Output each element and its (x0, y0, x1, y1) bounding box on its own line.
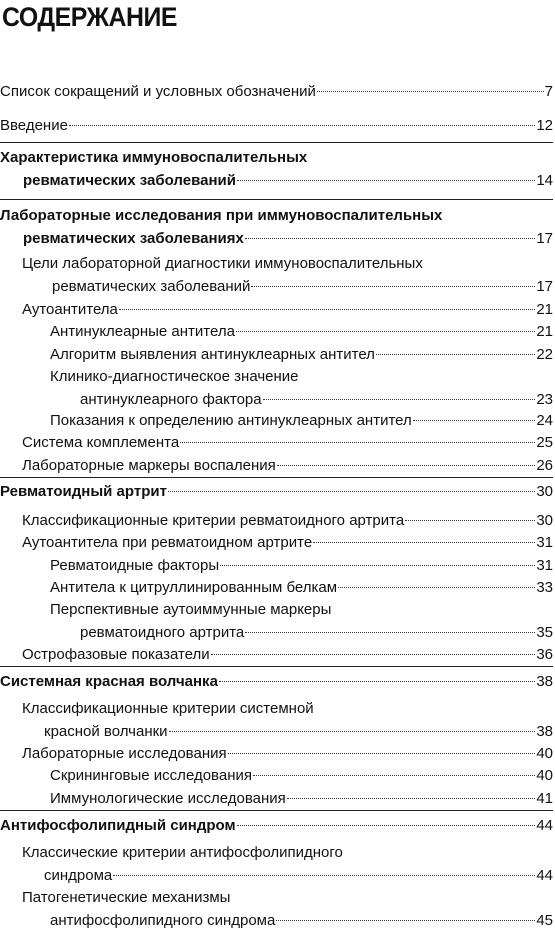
toc-entry-title: Ревматоидный артрит (0, 483, 167, 500)
section-divider (0, 142, 553, 143)
toc-entry-title: Система комплемента (22, 434, 180, 451)
toc-page-number: 25 (536, 434, 553, 451)
toc-page-number: 40 (536, 745, 553, 762)
toc-page-number: 21 (536, 301, 553, 318)
toc-page-number: 12 (536, 117, 553, 134)
dot-leader (168, 490, 535, 492)
toc-entry-title: Острофазовые показатели (22, 646, 210, 663)
toc-entry-title: Список сокращений и условных обозначений (0, 83, 316, 100)
toc-entry-title: Классические критерии антифосфолипидного (22, 844, 343, 861)
toc-entry-title: красной волчанки (44, 722, 168, 740)
section-divider (0, 666, 553, 667)
toc-entry-title: ревматических заболеваний (23, 171, 236, 189)
dot-leader (211, 653, 536, 655)
dot-leader (253, 774, 535, 776)
toc-page-number: 31 (536, 534, 553, 551)
page-title: СОДЕРЖАНИЕ (2, 2, 177, 32)
toc-page-number: 38 (536, 673, 553, 690)
toc-page-number: 30 (536, 512, 553, 529)
toc-page-number: 33 (536, 579, 553, 596)
toc-entry-title: ревматических заболеваний (52, 277, 251, 295)
dot-leader (405, 519, 535, 521)
section-divider (0, 199, 553, 200)
toc-entry-title: Классификационные критерии системной (22, 700, 314, 717)
dot-leader (313, 541, 535, 543)
toc-entry-title: Иммунологические исследования (50, 790, 286, 807)
toc-page-number: 17 (536, 277, 553, 295)
toc-entry-title: ревматических заболеваниях (23, 229, 244, 247)
toc-entry-title: Системная красная волчанка (0, 673, 218, 690)
dot-leader (263, 398, 536, 400)
toc-entry-title: Клинико-диагностическое значение (50, 368, 299, 385)
dot-leader (338, 586, 535, 588)
dot-leader (219, 680, 535, 682)
dot-leader (287, 797, 536, 799)
dot-leader (245, 631, 535, 633)
toc-entry-title: Антифосфолипидный синдром (0, 817, 236, 834)
toc-page-number: 21 (536, 323, 553, 340)
dot-leader (277, 464, 536, 466)
dot-leader (237, 824, 536, 826)
dot-leader (236, 330, 535, 332)
dot-leader (228, 752, 536, 754)
dot-leader (276, 919, 535, 921)
section-divider (0, 810, 553, 811)
toc-page-number: 44 (536, 817, 553, 834)
toc-entry-title: Аутоантитела (22, 301, 118, 318)
toc-entry-title: Цели лабораторной диагностики иммуновоспалительных (22, 255, 423, 272)
toc-entry-title: Характеристика иммуновоспалительных (0, 149, 308, 166)
toc-entry-title: Введение (0, 117, 68, 134)
toc-entry-title: Перспективные аутоиммунные маркеры (50, 601, 332, 618)
toc-page-number: 41 (536, 790, 553, 807)
toc-entry-title: Алгоритм выявления антинуклеарных антител (50, 346, 375, 363)
toc-page-number: 30 (536, 483, 553, 500)
toc-page-number: 7 (544, 83, 553, 100)
toc-entry-title: Лабораторные исследования при иммуновоспалительных (0, 207, 443, 224)
toc-page-number: 38 (536, 722, 553, 740)
toc-entry-title: Патогенетические механизмы (22, 889, 231, 906)
toc-entry-title: Ревматоидные факторы (50, 557, 220, 574)
toc-entry-title: Антинуклеарные антитела (50, 323, 235, 340)
toc-page-number: 35 (536, 623, 553, 641)
toc-page-number: 14 (536, 171, 553, 189)
section-divider (0, 477, 553, 478)
dot-leader (376, 353, 535, 355)
toc-page-number: 36 (536, 646, 553, 663)
dot-leader (113, 874, 535, 876)
toc-entry-title: Антитела к цитруллинированным белкам (50, 579, 338, 596)
toc-entry-title: синдрома (44, 866, 113, 884)
toc-page-number: 40 (536, 767, 553, 784)
toc-page-number: 22 (536, 346, 553, 363)
toc-page-number: 44 (536, 866, 553, 884)
toc-entry-title: Показания к определению антинуклеарных антител (50, 412, 412, 429)
toc-page-number: 31 (536, 557, 553, 574)
dot-leader (245, 237, 535, 239)
toc-page-number: 45 (536, 911, 553, 929)
toc-entry-title: антифосфолипидного синдрома (50, 911, 276, 929)
dot-leader (180, 441, 535, 443)
toc-page-number: 26 (536, 457, 553, 474)
dot-leader (251, 285, 535, 287)
dot-leader (317, 90, 544, 92)
dot-leader (237, 179, 535, 181)
dot-leader (169, 730, 536, 732)
toc-entry-title: антинуклеарного фактора (80, 390, 262, 408)
dot-leader (413, 419, 536, 421)
toc-entry-title: Лабораторные исследования (22, 745, 227, 762)
toc-entry-title: Скрининговые исследования (50, 767, 252, 784)
dot-leader (220, 564, 535, 566)
toc-entry-title: Лабораторные маркеры воспаления (22, 457, 276, 474)
toc-page-number: 23 (536, 390, 553, 408)
dot-leader (119, 308, 535, 310)
toc-page-number: 24 (536, 412, 553, 429)
toc-entry-title: ревматоидного артрита (80, 623, 245, 641)
toc-entry-title: Классификационные критерии ревматоидного артрита (22, 512, 405, 529)
dot-leader (69, 124, 535, 126)
toc-page-number: 17 (536, 229, 553, 247)
toc-entry-title: Аутоантитела при ревматоидном артрите (22, 534, 313, 551)
